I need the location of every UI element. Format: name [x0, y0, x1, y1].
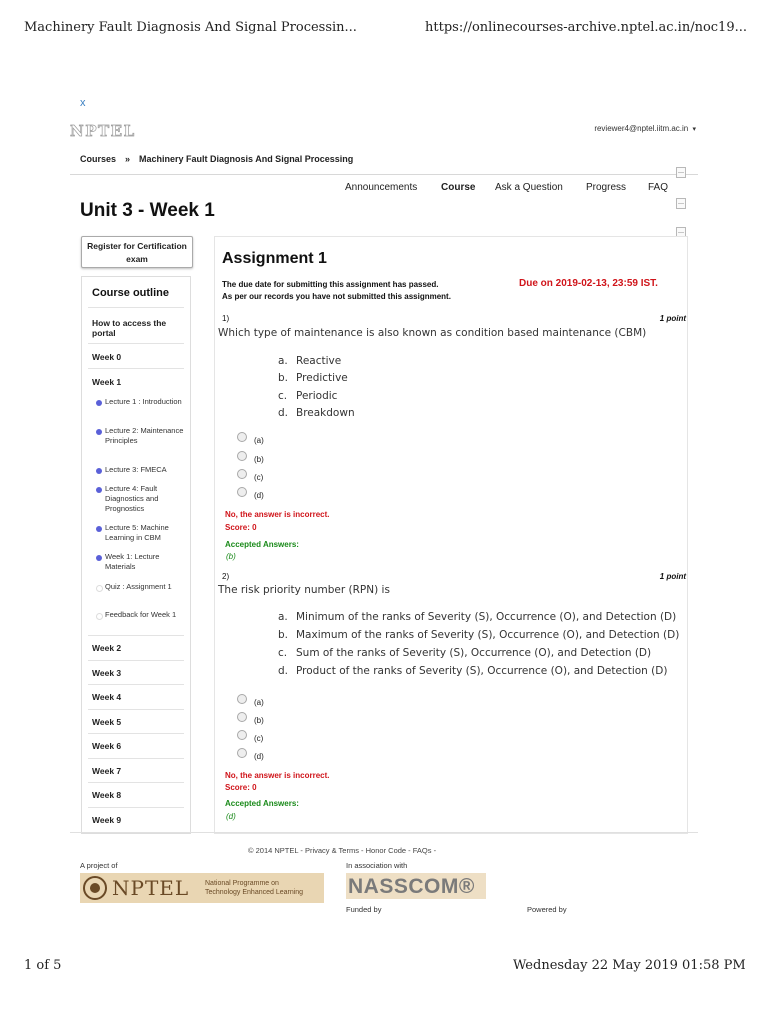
- question-2-radio-c[interactable]: [237, 730, 247, 740]
- sidebar-item-week-8[interactable]: Week 8: [92, 790, 122, 800]
- question-2-radio-label-d: (d): [254, 752, 264, 761]
- option-letter: c.: [278, 390, 288, 402]
- question-2-text: The risk priority number (RPN) is: [218, 584, 390, 596]
- question-2-option-d: [278, 665, 667, 677]
- option-letter: b.: [278, 629, 289, 641]
- question-1-option-a: [278, 355, 341, 367]
- question-1-radio-a[interactable]: [237, 432, 247, 442]
- broken-image-icon: [676, 198, 686, 209]
- option-text: Breakdown: [296, 407, 355, 419]
- nptel-tagline-line-2: Technology Enhanced Learning: [205, 889, 304, 896]
- association-label: In association with: [346, 861, 408, 870]
- lecture-status-dot-icon: [96, 429, 102, 435]
- broken-image-icon: [676, 167, 686, 178]
- question-2-accepted-answer: (d): [226, 812, 236, 821]
- option-text: Minimum of the ranks of Severity (S), Occurrence (O), and Detection (D): [296, 611, 677, 623]
- option-letter: a.: [278, 611, 288, 623]
- nasscom-logo[interactable]: [346, 873, 486, 899]
- sidebar-lecture-5[interactable]: Lecture 5: Machine Learning in CBM: [105, 523, 169, 542]
- tab-ask-a-question[interactable]: Ask a Question: [495, 182, 563, 193]
- funded-by-label: Funded by: [346, 905, 382, 914]
- nptel-tagline-line-1: National Programme on: [205, 880, 279, 887]
- question-2-radio-a[interactable]: [237, 694, 247, 704]
- sidebar-item-week-9[interactable]: Week 9: [92, 815, 122, 825]
- nasscom-wordmark: NASSCOM®: [348, 875, 475, 898]
- sidebar-quiz-assignment-1[interactable]: Quiz : Assignment 1: [105, 582, 172, 591]
- assignment-panel: [214, 236, 688, 834]
- option-letter: a.: [278, 355, 288, 367]
- sidebar-item-week-6[interactable]: Week 6: [92, 741, 122, 751]
- question-1-radio-c[interactable]: [237, 469, 247, 479]
- chevron-down-icon: ▾: [692, 126, 696, 133]
- divider: [88, 807, 184, 808]
- divider: [88, 307, 184, 308]
- register-certification-button[interactable]: Register for Certification exam: [81, 236, 193, 268]
- sidebar-item-week-5[interactable]: Week 5: [92, 717, 122, 727]
- lecture-status-dot-icon: [96, 400, 102, 406]
- question-2-option-a: [278, 611, 676, 623]
- question-1-accepted-answer: (b): [226, 552, 236, 561]
- question-2-score: Score: 0: [225, 783, 257, 792]
- course-outline-title: Course outline: [92, 287, 170, 299]
- breadcrumb: [70, 146, 698, 175]
- sidebar-item-week-2[interactable]: Week 2: [92, 643, 122, 653]
- lecture-status-dot-icon: [96, 555, 102, 561]
- question-2-accepted-label: Accepted Answers:: [225, 799, 299, 808]
- feedback-status-dot-icon: [96, 613, 103, 620]
- question-1-points: 1 point: [659, 314, 686, 323]
- divider: [88, 368, 184, 369]
- due-date: Due on 2019-02-13, 23:59 IST.: [519, 278, 658, 289]
- option-text: Product of the ranks of Severity (S), Occurrence (O), and Detection (D): [296, 665, 668, 677]
- question-1-radio-b[interactable]: [237, 451, 247, 461]
- question-1-radio-d[interactable]: [237, 487, 247, 497]
- not-submitted-message: As per our records you have not submitted this assignment.: [222, 292, 451, 301]
- nptel-seal-icon: [83, 876, 107, 900]
- footer-links[interactable]: © 2014 NPTEL - Privacy & Terms - Honor Code - FAQs -: [248, 846, 437, 855]
- divider: [88, 660, 184, 661]
- nptel-tagline: [205, 879, 303, 897]
- option-letter: b.: [278, 372, 289, 384]
- tab-announcements[interactable]: Announcements: [345, 182, 418, 193]
- option-text: Predictive: [296, 372, 348, 384]
- sidebar-item-week-4[interactable]: Week 4: [92, 692, 122, 702]
- divider: [88, 758, 184, 759]
- question-1-text: Which type of maintenance is also known as condition based maintenance (CBM): [218, 327, 647, 339]
- nptel-logo[interactable]: NPTEL: [70, 122, 136, 140]
- tab-course[interactable]: Course: [441, 182, 476, 193]
- tab-faq[interactable]: FAQ: [648, 182, 669, 193]
- option-text: Sum of the ranks of Severity (S), Occurrence (O), and Detection (D): [296, 647, 652, 659]
- lecture-status-dot-icon: [96, 468, 102, 474]
- user-menu[interactable]: [594, 124, 696, 133]
- option-letter: d.: [278, 665, 289, 677]
- question-2-option-b: [278, 629, 679, 641]
- nptel-footer-logo[interactable]: [80, 873, 324, 903]
- divider: [88, 343, 184, 344]
- sidebar-item-week-3[interactable]: Week 3: [92, 668, 122, 678]
- question-2-radio-b[interactable]: [237, 712, 247, 722]
- option-letter: c.: [278, 647, 288, 659]
- lecture-status-dot-icon: [96, 526, 102, 532]
- question-1-radio-label-b: (b): [254, 455, 264, 464]
- user-email: reviewer4@nptel.iitm.ac.in: [594, 124, 689, 133]
- sidebar-lecture-4[interactable]: Lecture 4: Fault Diagnostics and Prognostics: [105, 484, 159, 513]
- option-text: Reactive: [296, 355, 342, 367]
- nptel-wordmark: NPTEL: [112, 876, 190, 900]
- sidebar-item-week-1[interactable]: Week 1: [92, 377, 122, 387]
- option-text: Periodic: [296, 390, 338, 402]
- question-1-accepted-label: Accepted Answers:: [225, 540, 299, 549]
- question-2-radio-d[interactable]: [237, 748, 247, 758]
- due-passed-message: The due date for submitting this assignment has passed.: [222, 280, 439, 289]
- sidebar-lecture-2[interactable]: Lecture 2: Maintenance Principles: [105, 426, 184, 445]
- sidebar-item-how-to-access[interactable]: How to access the portal: [92, 318, 167, 338]
- assignment-title: Assignment 1: [222, 250, 327, 267]
- project-of-label: A project of: [80, 861, 118, 870]
- question-2-number: 2): [222, 572, 230, 581]
- lecture-status-dot-icon: [96, 487, 102, 493]
- question-2-radio-label-c: (c): [254, 734, 264, 743]
- question-1-option-b: [278, 372, 348, 384]
- sidebar-lecture-1[interactable]: Lecture 1 : Introduction: [105, 397, 182, 406]
- option-letter: d.: [278, 407, 289, 419]
- print-page-number: 1 of 5: [24, 958, 62, 973]
- breadcrumb-course[interactable]: Machinery Fault Diagnosis And Signal Processing: [139, 154, 354, 164]
- powered-by-label: Powered by: [527, 905, 567, 914]
- print-datetime: Wednesday 22 May 2019 01:58 PM: [513, 958, 746, 973]
- question-1-result: No, the answer is incorrect.: [225, 510, 330, 519]
- sidebar-lecture-materials[interactable]: Week 1: Lecture Materials: [105, 552, 160, 571]
- question-1-option-c: [278, 390, 337, 402]
- sidebar-lecture-3[interactable]: Lecture 3: FMECA: [105, 465, 167, 474]
- question-1-number: 1): [222, 314, 230, 323]
- question-1-radio-label-a: (a): [254, 436, 264, 445]
- question-1-radio-label-c: (c): [254, 473, 264, 482]
- breadcrumb-separator: »: [125, 154, 131, 164]
- question-2-radio-label-a: (a): [254, 698, 264, 707]
- sidebar-item-week-0[interactable]: Week 0: [92, 352, 122, 362]
- divider: [88, 782, 184, 783]
- divider: [88, 709, 184, 710]
- question-1-radio-label-d: (d): [254, 491, 264, 500]
- quiz-status-dot-icon: [96, 585, 103, 592]
- question-2-radio-label-b: (b): [254, 716, 264, 725]
- tab-progress[interactable]: Progress: [586, 182, 627, 193]
- question-2-points: 1 point: [659, 572, 686, 581]
- divider: [70, 832, 698, 833]
- divider: [88, 684, 184, 685]
- question-2-result: No, the answer is incorrect.: [225, 771, 330, 780]
- question-2-option-c: [278, 647, 651, 659]
- print-url: https://onlinecourses-archive.nptel.ac.in/noc19...: [425, 20, 747, 35]
- breadcrumb-courses[interactable]: Courses: [80, 154, 117, 164]
- close-icon[interactable]: x: [80, 97, 86, 109]
- sidebar-item-week-7[interactable]: Week 7: [92, 766, 122, 776]
- option-text: Maximum of the ranks of Severity (S), Occurrence (O), and Detection (D): [296, 629, 680, 641]
- sidebar-feedback-week-1[interactable]: Feedback for Week 1: [105, 610, 177, 619]
- divider: [88, 733, 184, 734]
- question-1-option-d: [278, 407, 355, 419]
- question-1-score: Score: 0: [225, 523, 257, 532]
- page-title: Unit 3 - Week 1: [80, 200, 215, 221]
- divider: [88, 635, 184, 636]
- print-page-title: Machinery Fault Diagnosis And Signal Processin...: [24, 20, 357, 35]
- course-outline-sidebar: [81, 276, 191, 834]
